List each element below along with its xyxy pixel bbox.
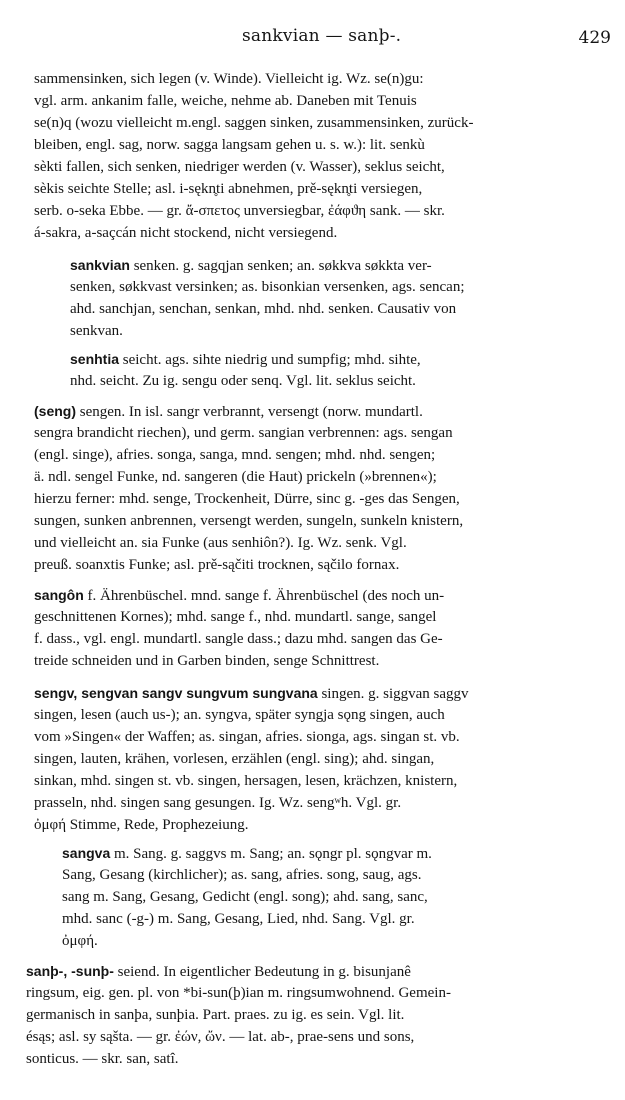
text-line: senken, søkkvast versinken; as. bisonkian versenken, ags. sencan; [70,279,465,295]
entry-headword: sankvian [70,257,130,273]
text-line: sammensinken, sich legen (v. Winde). Vielleicht ig. Wz. se(n)gu: [34,71,424,87]
text-line: sonticus. — skr. san, satî. [26,1051,179,1067]
entry-first-line: sangôn f. Ährenbüschel. mnd. sange f. Ährenbüschel (des noch un- [34,587,445,604]
text-line: hierzu ferner: mhd. senge, Trockenheit, Dürre, sinc g. -ges das Sengen, [34,491,460,507]
entry-headword: sengv, sengvan sangv sungvum sungvana [34,685,318,701]
text-line: senkvan. [70,323,123,339]
text-line: bleiben, engl. sag, norw. sagga langsam gehen u. s. w.): lit. senkù [34,137,425,153]
text-line: prasseln, nhd. singen sang gesungen. Ig. Wz. sengʷh. Vgl. gr. [34,795,402,811]
text-line: sungen, sunken anbrennen, versengt werden, sungeln, sunkeln knistern, [34,513,464,529]
text-line: (engl. singe), afries. songa, sanga, mnd. sengen; mhd. nhd. sengen; [34,447,436,463]
text-line: se(n)q (wozu vielleicht m.engl. saggen sinken, zusammensinken, zurück- [34,115,474,131]
running-head: sankvian — sanþ-. [242,26,402,46]
text-line: geschnittenen Kornes); mhd. sange f., nhd. mundartl. sange, sangel [34,609,437,625]
text-line: ésąs; asl. sy sąšta. — gr. ἐών, ὤν. — lat. ab-, prae-sens und sons, [26,1029,415,1045]
text-line: ä. ndl. sengel Funke, nd. sangeren (die Haut) prickeln (»brennen«); [34,469,437,485]
text-line: vom »Singen« der Waffen; as. singan, afries. sionga, ags. singan st. vb. [34,729,460,745]
text-line: germanisch in sanþa, sunþia. Part. praes. zu ig. es sein. Vgl. lit. [26,1007,405,1023]
text-line: sinkan, mhd. singen st. vb. singen, hersagen, lesen, krächzen, knistern, [34,773,458,789]
text-line: f. dass., vgl. engl. mundartl. sangle dass.; dazu mhd. sangen das Ge- [34,631,443,647]
entry-headword: senhtia [70,351,120,367]
text-line: und vielleicht an. sia Funke (aus senhiôn?). Ig. Wz. senk. Vgl. [34,535,407,551]
text-line: ὀμφή Stimme, Rede, Prophezeiung. [34,817,249,833]
text-line: treide schneiden und in Garben binden, senge Schnittrest. [34,653,380,669]
text-line: ὀμφή. [62,933,98,949]
entry-headword: sangôn [34,587,84,603]
page-number: 429 [578,28,611,48]
text-line: ringsum, eig. gen. pl. von *bi-sun(þ)ian m. ringsumwohnend. Gemein- [26,985,451,1001]
entry-first-line: senhtia seicht. ags. sihte niedrig und sumpfig; mhd. sihte, [70,351,421,368]
page-header [0,18,625,46]
text-line: singen, lesen (auch us-); an. syngva, später syngja sǫng singen, auch [34,707,445,723]
entry-first-line: sangva m. Sang. g. saggvs m. Sang; an. sǫngr pl. sǫngvar m. [62,845,432,862]
text-line: sèkti fallen, sich senken, niedriger werden (v. Wasser), seklus seicht, [34,159,445,175]
text-line: sengra brandicht riechen), und germ. sangian verbrennen: ags. sengan [34,425,453,441]
text-line: mhd. sanc (-g-) m. Sang, Gesang, Lied, nhd. Sang. Vgl. gr. [62,911,415,927]
entry-headword: sangva [62,845,111,861]
entry-headword: sanþ-, -sunþ- [26,963,114,979]
entry-first-line: (seng) sengen. In isl. sangr verbrannt, versengt (norw. mundartl. [34,403,423,420]
text-line: preuß. soanxtis Funke; asl. prě-sąčiti trocknen, sąčilo fornax. [34,557,400,573]
text-line: serb. o-seka Ebbe. — gr. ἄ-σπετος unversiegbar, ἐάφϑη sank. — skr. [34,203,445,219]
entry-first-line: sengv, sengvan sangv sungvum sungvana singen. g. siggvan saggv [34,685,469,702]
entry-first-line: sanþ-, -sunþ- seiend. In eigentlicher Bedeutung in g. bisunjanê [26,963,411,980]
text-line: sèkis seichte Stelle; asl. i-sękn̥ti abnehmen, prě-sękn̥ti versiegen, [34,181,423,197]
text-line: sang m. Sang, Gesang, Gedicht (engl. song); ahd. sang, sanc, [62,889,428,905]
text-line: vgl. arm. ankanim falle, weiche, nehme ab. Daneben mit Tenuis [34,93,417,109]
text-line: á-sakra, a-saçcán nicht stockend, nicht versiegend. [34,225,338,241]
text-line: ahd. sanchjan, senchan, senkan, mhd. nhd. senken. Causativ von [70,301,457,317]
text-line: nhd. seicht. Zu ig. sengu oder senq. Vgl. lit. seklus seicht. [70,373,416,389]
entry-first-line: sankvian senken. g. sagqjan senken; an. søkkva søkkta ver- [70,257,432,274]
entry-headword: (seng) [34,403,76,419]
text-line: singen, lauten, krähen, vorlesen, erzählen (engl. sing); ahd. singan, [34,751,435,767]
text-line: Sang, Gesang (kirchlicher); as. sang, afries. song, saug, ags. [62,867,422,883]
